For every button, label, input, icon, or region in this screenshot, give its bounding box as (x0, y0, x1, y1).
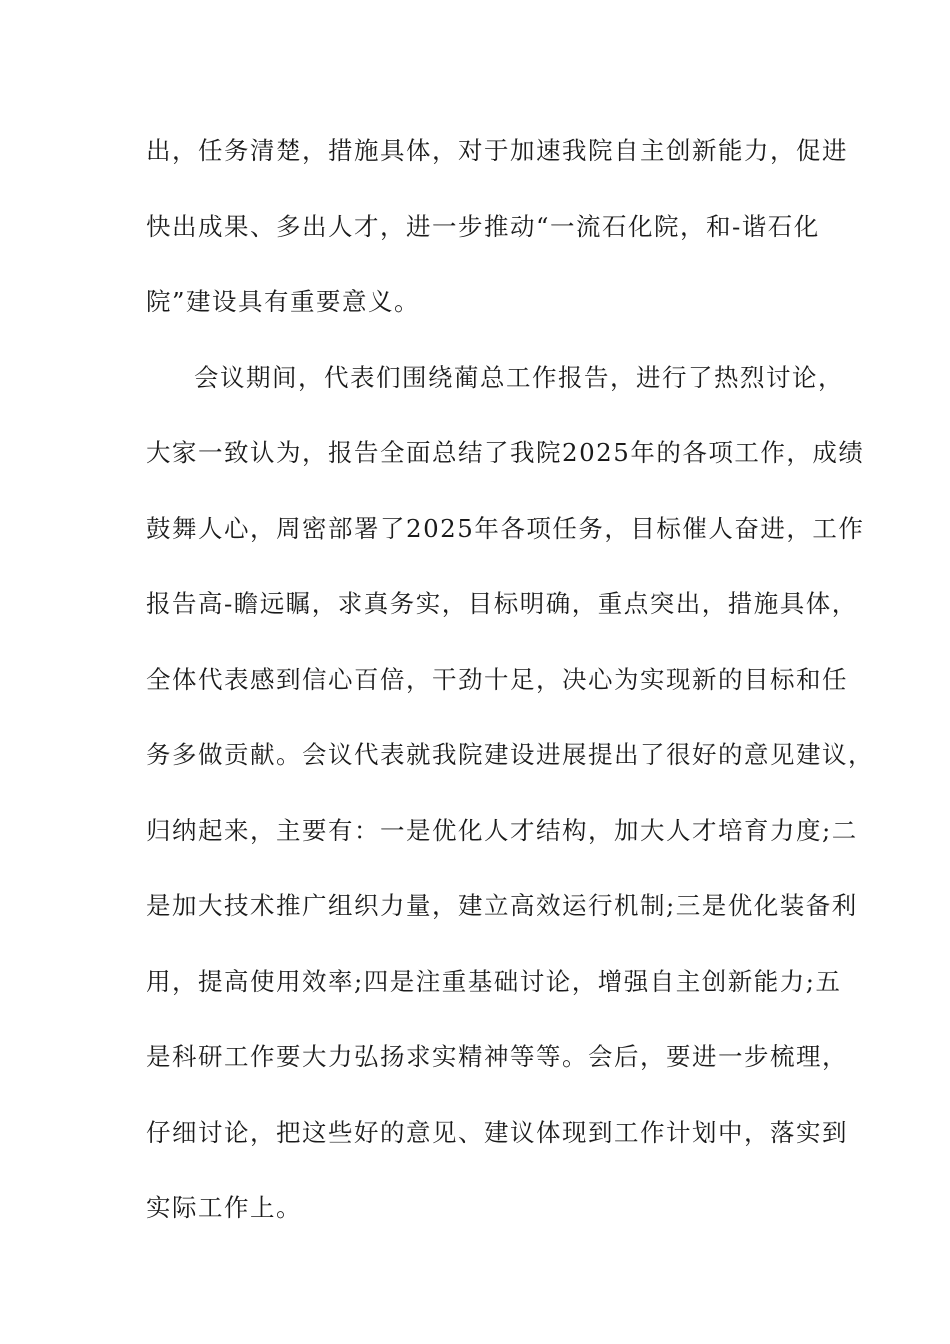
text-line: 实际工作上。 (146, 1193, 302, 1222)
text-line: 用，提高使用效率;四是注重基础讨论，增强自主创新能力;五 (146, 966, 842, 996)
text-line: 仔细讨论，把这些好的意见、建议体现到工作计划中，落实到 (146, 1117, 848, 1147)
text-line: 是科研工作要大力弘扬求实精神等等。会后，要进一步梳理， (146, 1042, 848, 1071)
text-line: 鼓舞人心，周密部署了2025年各项任务，目标催人奋进，工作 (146, 513, 865, 543)
text-line: 出，任务清楚，措施具体，对于加速我院自主创新能力，促进 (146, 136, 848, 165)
text-line: 大家一致认为，报告全面总结了我院2025年的各项工作，成绩 (146, 438, 865, 467)
text-line: 报告高-瞻远瞩，求真务实，目标明确，重点突出，措施具体， (146, 589, 858, 618)
document-body (146, 128, 874, 1261)
text-line: 务多做贡献。会议代表就我院建设进展提出了很好的意见建议， (146, 740, 874, 769)
paragraph-first-line: 会议期间，代表们围绕蔺总工作报告，进行了热烈讨论， (194, 362, 844, 392)
text-line: 是加大技术推广组织力量，建立高效运行机制;三是优化装备利 (146, 891, 858, 920)
text-line: 全体代表感到信心百倍，干劲十足，决心为实现新的目标和任 (146, 664, 848, 694)
text-line: 院”建设具有重要意义。 (146, 287, 421, 316)
text-line: 归纳起来，主要有：一是优化人才结构，加大人才培育力度;二 (146, 815, 858, 845)
text-line: 快出成果、多出人才，进一步推动“一流石化院，和-谐石化 (146, 211, 820, 241)
